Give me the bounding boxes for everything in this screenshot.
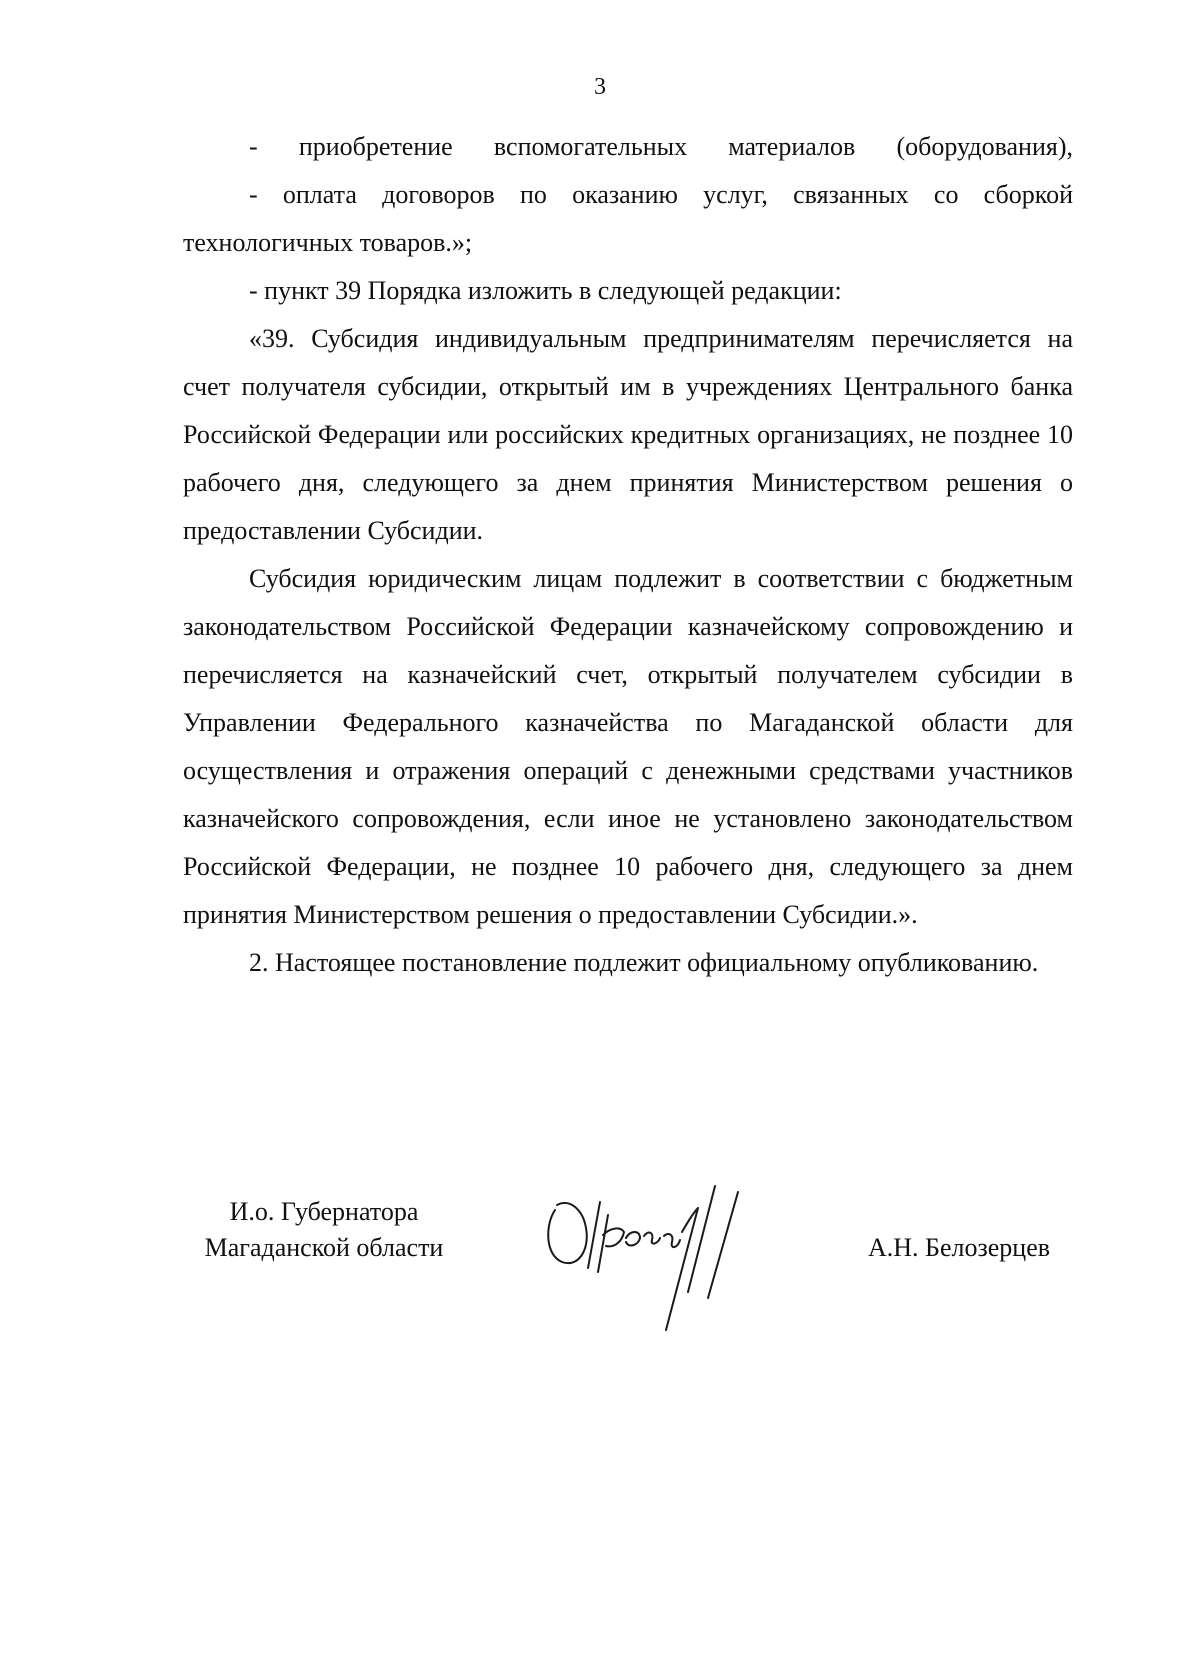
document-body [183,123,1073,987]
paragraph-item-2: - оплата договоров по оказанию услуг, связанных со сборкой технологичных товаров.»; [183,180,1073,257]
signer-position [184,1194,464,1266]
paragraph-item-39: «39. Субсидия индивидуальным предпринимателям перечисляется на счет получателя субсидии, открытый им в учреждениях Центрального банка Российской Федерации или российских кредитных организациях, не позднее 10 рабочего дня, следующего за днем принятия Министерством решения о предоставлении Субсидии. [183,324,1073,545]
paragraph-item-1: - приобретение вспомогательных материалов (оборудования), [249,132,1073,161]
handwritten-signature [540,1180,760,1350]
signer-position-line-2: Магаданской области [204,1233,444,1262]
page-number: 3 [594,74,606,100]
signer-name: А.Н. Белозерцев [868,1233,1051,1262]
signature-block [0,1180,1200,1350]
paragraph-item-3: - пункт 39 Порядка изложить в следующей редакции: [249,276,842,305]
paragraph-legal-entities: Субсидия юридическим лицам подлежит в соответствии с бюджетным законодательством Российской Федерации казначейскому сопровождению и перечисляется на казначейский счет, открытый получателем субсидии в Управлении Федерального казначейства по Магаданской области для осуществления и отражения операций с денежными средствами участников казначейского сопровождения, если иное не установлено законодательством Российской Федерации, не позднее 10 рабочего дня, следующего за днем принятия Министерством решения о предоставлении Субсидии.». [183,564,1073,929]
paragraph-publication: 2. Настоящее постановление подлежит официальному опубликованию. [249,948,1039,977]
signer-position-line-1: И.о. Губернатора [229,1197,419,1226]
